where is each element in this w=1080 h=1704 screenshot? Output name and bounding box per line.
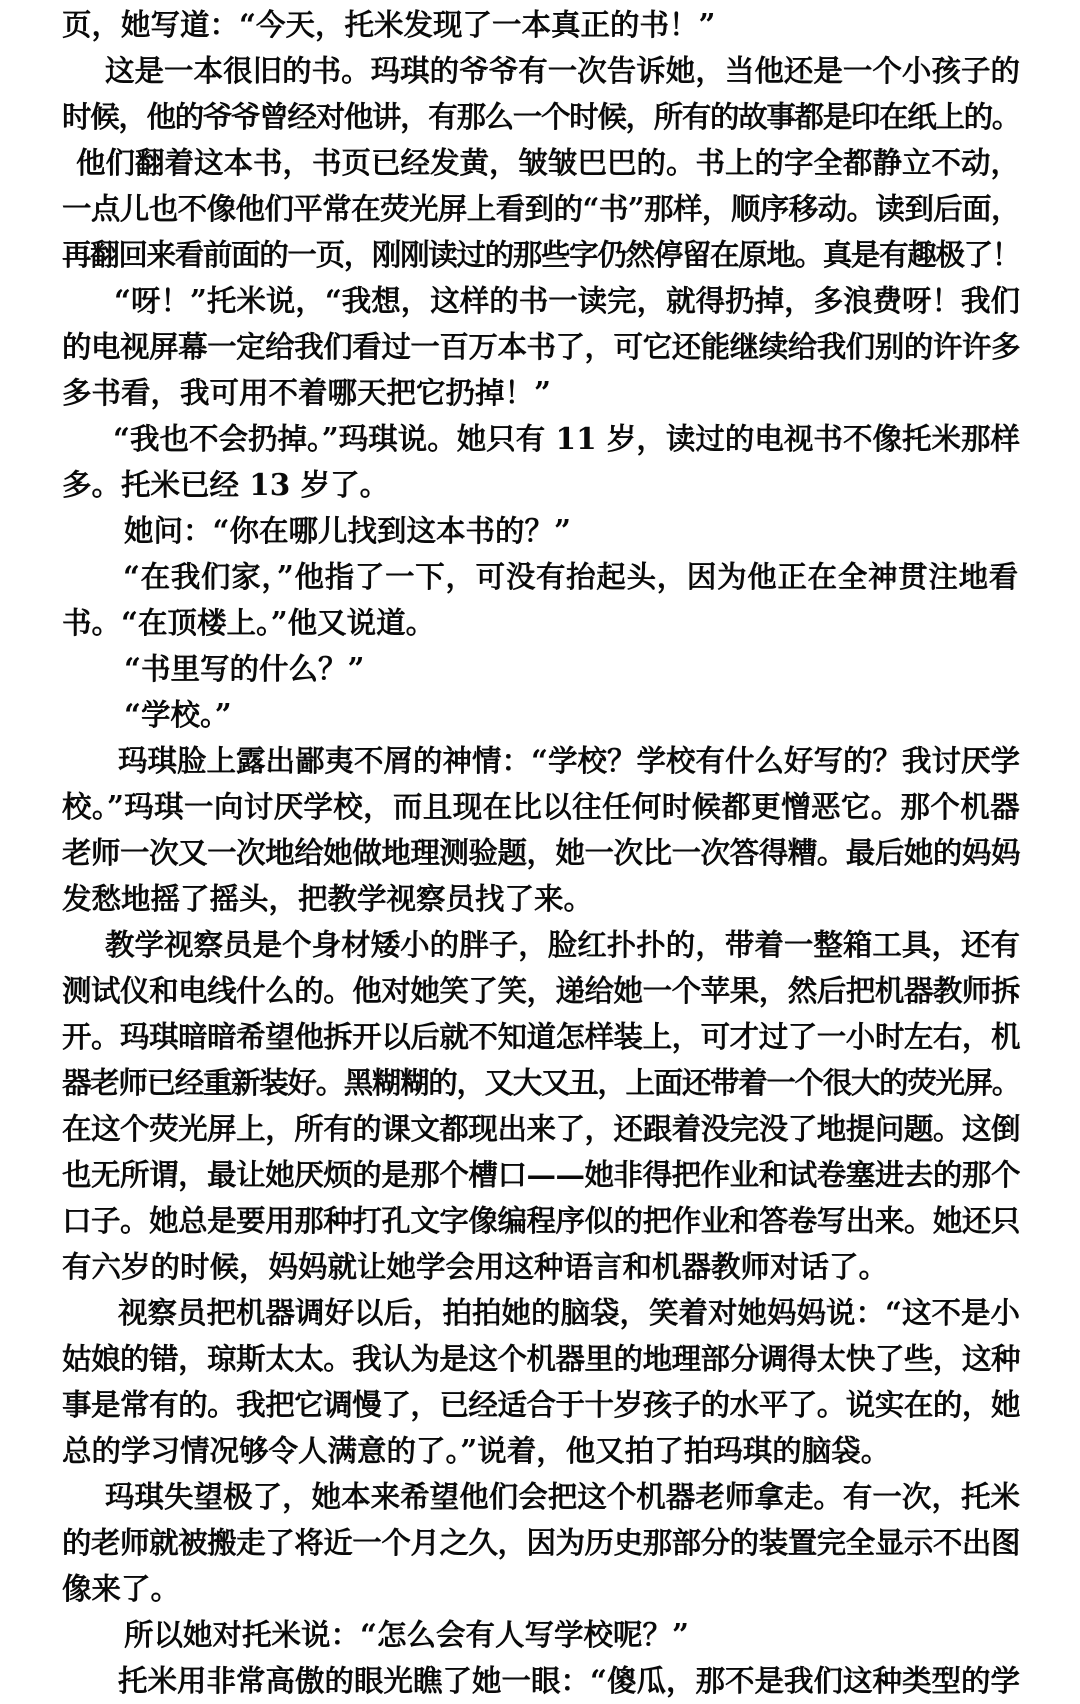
line-text: 开。玛琪暗暗希望他拆开以后就不知道怎样装上，可才过了一小时左右，机 [62,1019,1020,1054]
text-line [62,554,1020,600]
line-text: 再翻回来看前面的一页，刚刚读过的那些字仍然停留在原地。真是有趣极了！ [62,237,1020,272]
text-line [62,324,1020,370]
text-line [62,1428,1020,1474]
line-text: 也无所谓，最让她厌烦的是那个槽口——她非得把作业和试卷塞进去的那个 [62,1157,1020,1192]
line-text: 事是常有的。我把它调慢了，已经适合于十岁孩子的水平了。说实在的，她 [62,1387,1020,1422]
text-line [62,830,1020,876]
line-text: 器老师已经重新装好。黑糊糊的，又大又丑，上面还带着一个很大的荧光屏。 [62,1065,1020,1100]
paragraph-indent [62,922,105,968]
text-line [62,1060,1020,1106]
paragraph-indent [62,646,124,692]
paragraph-indent [62,1290,118,1336]
paragraph-indent [62,692,124,738]
line-text: 页，她写道：“今天，托米发现了一本真正的书！” [62,7,716,42]
line-text: 校。”玛琪一向讨厌学校，而且现在比以往任何时候都更憎恶它。那个机器 [62,789,1020,824]
paragraph-indent [62,416,113,462]
line-text: 姑娘的错，琼斯太太。我认为是这个机器里的地理部分调得太快了些，这种 [62,1341,1020,1376]
text-line [62,1106,1020,1152]
text-line [62,738,1020,784]
text-line [62,1198,1020,1244]
text-line [62,922,1020,968]
text-line [62,1612,1020,1658]
text-line [62,462,1020,508]
text-line [62,48,1020,94]
text-line [62,186,1020,232]
line-text: 多。托米已经 13 岁了。 [62,467,390,502]
text-line [62,646,1020,692]
text-line [62,692,1020,738]
text-line [62,600,1020,646]
paragraph-indent [62,738,118,784]
text-line [62,1566,1020,1612]
line-text: 的电视屏幕一定给我们看过一百万本书了，可它还能继续给我们别的许许多 [62,329,1020,364]
line-text: 时候，他的爷爷曾经对他讲，有那么一个时候，所有的故事都是印在纸上的。 [62,99,1020,134]
paragraph-indent [62,278,114,324]
line-text: 书。“在顶楼上。”他又说道。 [62,605,436,640]
line-text: 教学视察员是个身材矮小的胖子，脸红扑扑的，带着一整箱工具，还有 [105,927,1020,962]
text-line [62,370,1020,416]
paragraph-indent [62,1612,124,1658]
paragraph-indent [62,1474,105,1520]
text-line [62,1520,1020,1566]
text-line [62,1658,1020,1704]
line-text: 测试仪和电线什么的。他对她笑了笑，递给她一个苹果，然后把机器教师拆 [62,973,1020,1008]
line-text: 像来了。 [62,1571,181,1606]
line-text: 总的学习情况够令人满意的了。”说着，他又拍了拍玛琪的脑袋。 [62,1433,891,1468]
line-text: 一点儿也不像他们平常在荧光屏上看到的“书”那样，顺序移动。读到后面， [62,191,1020,226]
line-text: 多书看，我可用不着哪天把它扔掉！” [62,375,551,410]
line-text: “在我们家，”他指了一下，可没有抬起头，因为他正在全神贯注地看 [123,559,1020,594]
paragraph-indent [62,1658,118,1704]
text-line [62,278,1020,324]
text-line [62,784,1020,830]
line-text: 有六岁的时候，妈妈就让她学会用这种语言和机器教师对话了。 [62,1249,889,1284]
text-line [62,140,1020,186]
line-text: 视察员把机器调好以后，拍拍她的脑袋，笑着对她妈妈说：“这不是小 [118,1295,1020,1330]
text-line [62,232,1020,278]
line-text: 托米用非常高傲的眼光瞧了她一眼：“傻瓜，那不是我们这种类型的学 [118,1663,1020,1698]
line-text: 口子。她总是要用那种打孔文字像编程序似的把作业和答卷写出来。她还只 [62,1203,1020,1238]
text-line [62,968,1020,1014]
text-line [62,876,1020,922]
line-text: “学校。” [124,697,232,732]
line-text: 她问：“你在哪儿找到这本书的？” [124,513,571,548]
text-line [62,1474,1020,1520]
text-line [62,94,1020,140]
text-line [62,1014,1020,1060]
line-text: 在这个荧光屏上，所有的课文都现出来了，还跟着没完没了地提问题。这倒 [62,1111,1020,1146]
line-text: 的老师就被搬走了将近一个月之久，因为历史那部分的装置完全显示不出图 [62,1525,1020,1560]
text-line [62,1336,1020,1382]
line-text: 发愁地摇了摇头，把教学视察员找了来。 [62,881,594,916]
line-text: 所以她对托米说：“怎么会有人写学校呢？” [124,1617,689,1652]
text-line [62,1290,1020,1336]
line-text: “呀！”托米说，“我想，这样的书一读完，就得扔掉，多浪费呀！我们 [114,283,1020,318]
text-line [62,508,1020,554]
line-text: 玛琪失望极了，她本来希望他们会把这个机器老师拿走。有一次，托米 [105,1479,1020,1514]
line-text: 老师一次又一次地给她做地理测验题，她一次比一次答得糟。最后她的妈妈 [62,835,1020,870]
line-text: 这是一本很旧的书。玛琪的爷爷有一次告诉她，当他还是一个小孩子的 [105,53,1020,88]
text-line [62,416,1020,462]
paragraph-indent [62,554,123,600]
paragraph-indent [62,508,124,554]
paragraph-indent [62,140,76,186]
line-text: “书里写的什么？” [124,651,365,686]
text-line [62,1152,1020,1198]
body-text-column [62,2,1020,1704]
line-text: 玛琪脸上露出鄙夷不屑的神情：“学校？学校有什么好写的？我讨厌学 [118,743,1020,778]
line-text: “我也不会扔掉。”玛琪说。她只有 11 岁，读过的电视书不像托米那样 [112,421,1020,456]
paragraph-indent [62,48,105,94]
text-line [62,2,1020,48]
line-text: 他们翻着这本书，书页已经发黄，皱皱巴巴的。书上的字全都静立不动， [76,145,1020,180]
text-line [62,1382,1020,1428]
text-line [62,1244,1020,1290]
